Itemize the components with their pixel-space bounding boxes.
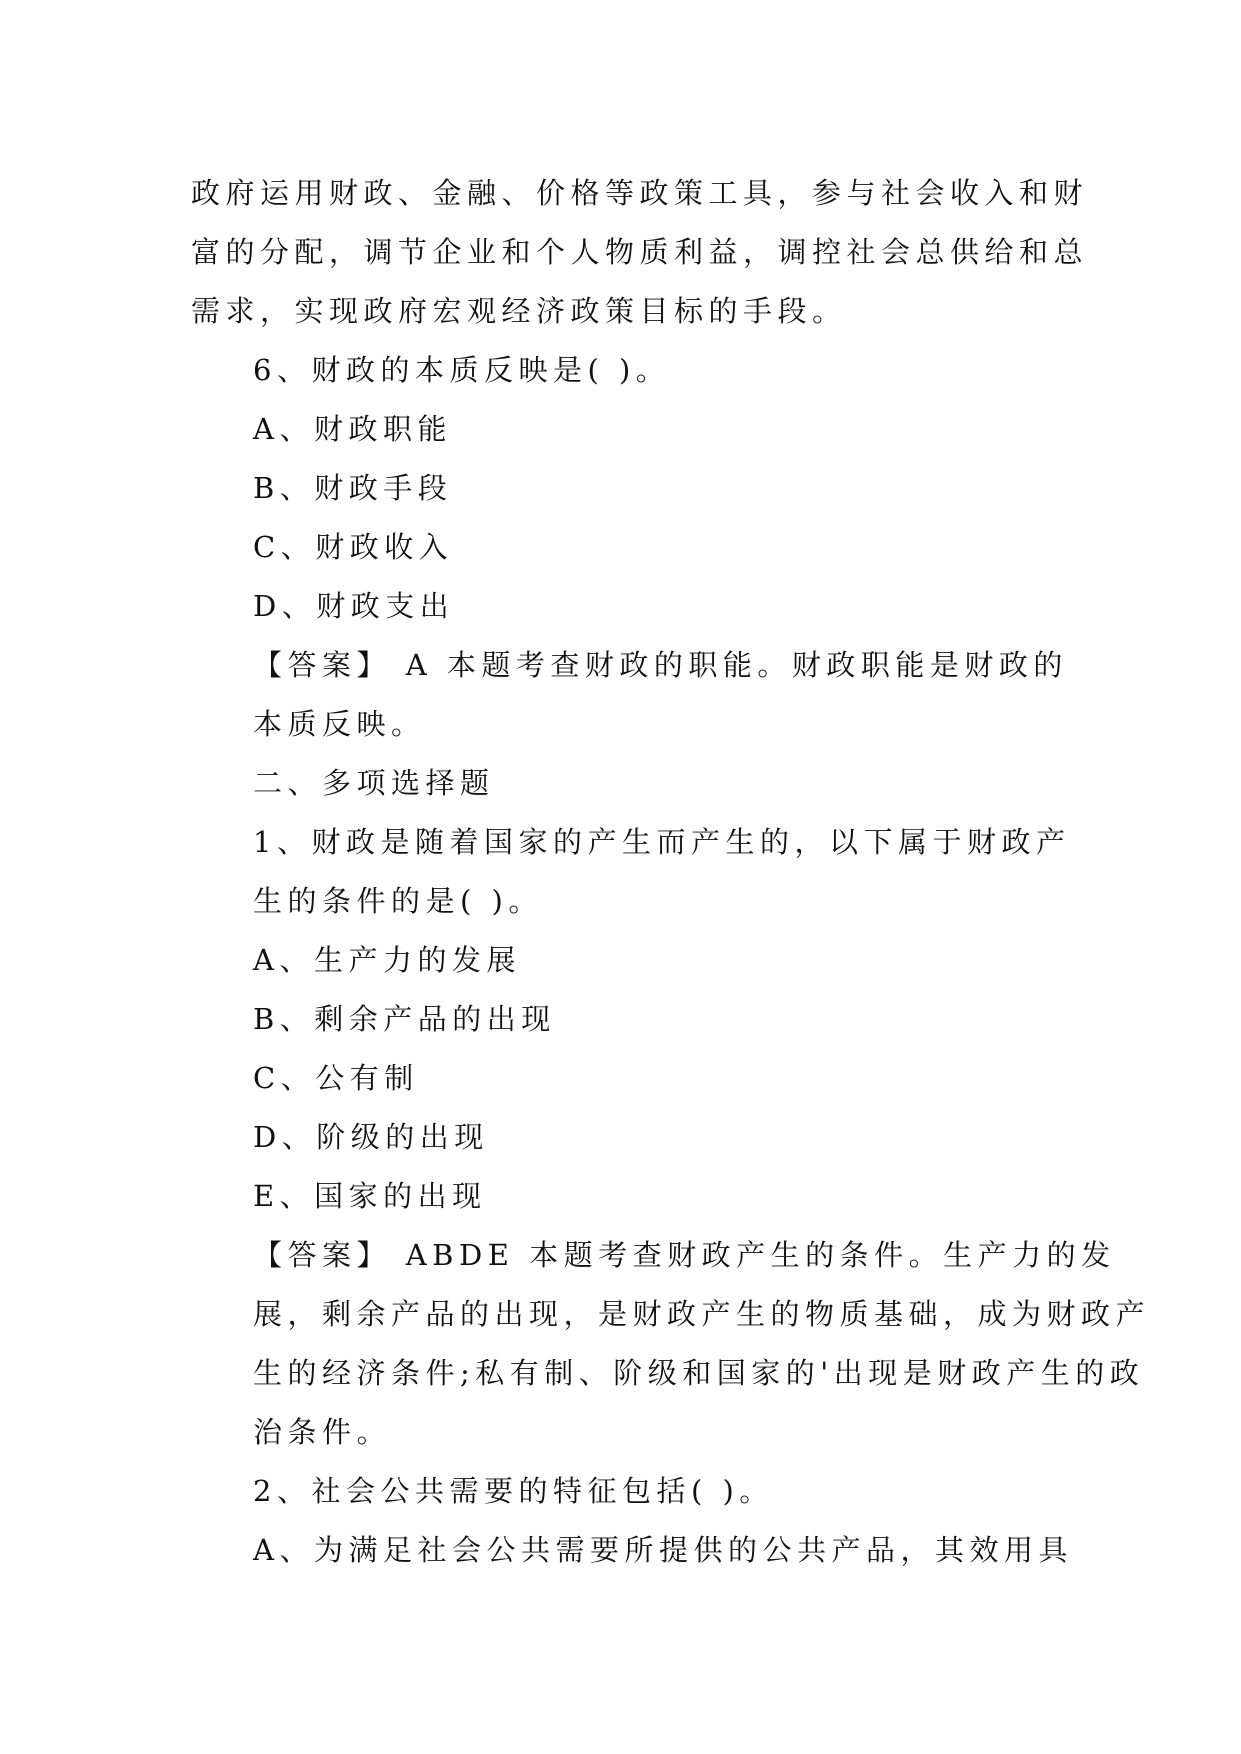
document-line: D、阶级的出现: [253, 1120, 489, 1154]
document-line: 二、多项选择题: [253, 766, 495, 800]
paragraph: [191, 636, 1068, 754]
paragraph-line: 生的条件的是( )。: [253, 884, 543, 918]
document-line: B、财政手段: [253, 471, 453, 505]
paragraph-line: 1、财政是随着国家的产生而产生的，以下属于财政产: [253, 825, 1071, 859]
paragraph: [191, 1226, 1151, 1462]
document-line: 6、财政的本质反映是( )。: [253, 353, 671, 387]
paragraph-line: 需求，实现政府宏观经济政策目标的手段。: [191, 294, 847, 328]
document-line: C、公有制: [253, 1061, 419, 1095]
paragraph-line: 【答案】 ABDE 本题考查财政产生的条件。生产力的发: [253, 1238, 1116, 1272]
document-line: C、财政收入: [253, 530, 454, 564]
document-line: E、国家的出现: [253, 1179, 487, 1213]
document-line: B、剩余产品的出现: [253, 1002, 556, 1036]
paragraph-line: 展，剩余产品的出现，是财政产生的物质基础，成为财政产: [253, 1297, 1151, 1331]
document-line: A、财政职能: [253, 412, 452, 446]
document-line: A、生产力的发展: [253, 943, 521, 977]
paragraph-line: 生的经济条件;私有制、阶级和国家的'出现是财政产生的政: [253, 1356, 1145, 1390]
paragraph-line: 政府运用财政、金融、价格等政策工具，参与社会收入和财: [191, 176, 1089, 210]
document-line: A、为满足社会公共需要所提供的公共产品，其效用具: [253, 1533, 1073, 1567]
paragraph-line: 治条件。: [253, 1415, 392, 1449]
document-line: 2、社会公共需要的特征包括( )。: [253, 1474, 774, 1508]
document-page: [191, 164, 1151, 1580]
paragraph-line: 本质反映。: [253, 707, 426, 741]
paragraph-line: 富的分配，调节企业和个人物质利益，调控社会总供给和总: [191, 235, 1089, 269]
paragraph: [191, 164, 1089, 341]
paragraph: [191, 813, 1071, 931]
document-line: D、财政支出: [253, 589, 455, 623]
paragraph-line: 【答案】 A 本题考查财政的职能。财政职能是财政的: [253, 648, 1068, 682]
